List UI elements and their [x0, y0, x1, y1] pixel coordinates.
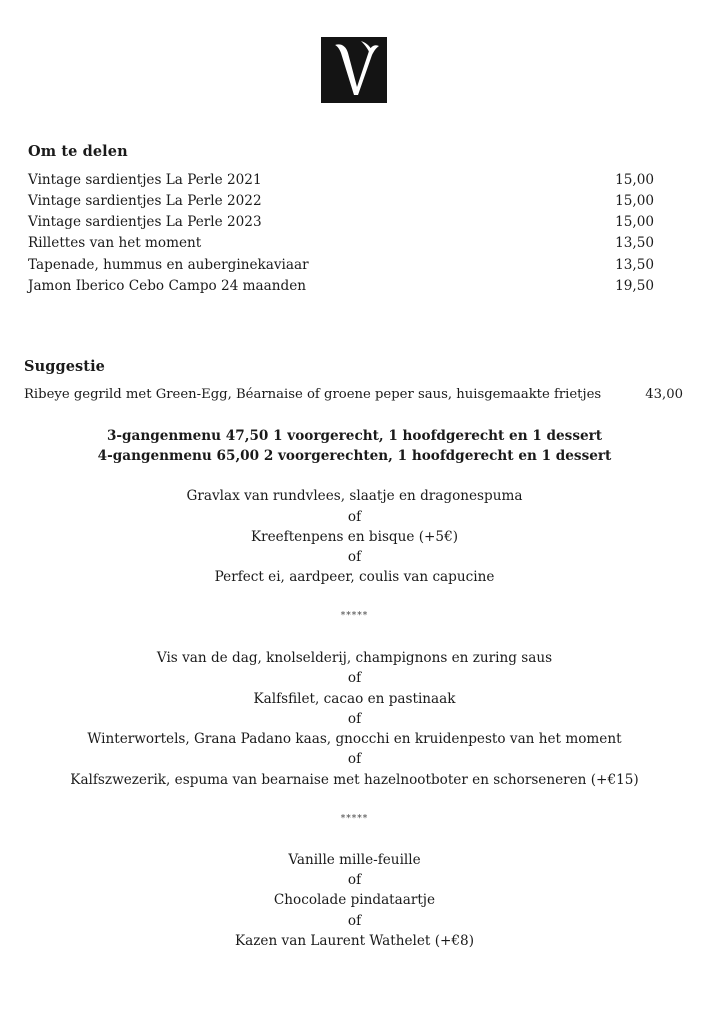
item-price: 13,50: [615, 235, 654, 251]
restaurant-logo: [321, 37, 387, 103]
item-name: Vintage sardientjes La Perle 2023: [28, 214, 262, 230]
main-option: Kalfszwezerik, espuma van bearnaise met hazelnootboter en schorseneren (+€15): [70, 772, 639, 788]
item-price: 15,00: [615, 172, 654, 188]
list-item: [28, 276, 654, 296]
list-item: [28, 212, 654, 232]
course-divider: *****: [340, 611, 369, 621]
dessert-option: Kazen van Laurent Wathelet (+€8): [235, 933, 474, 949]
or-separator: of: [347, 872, 362, 888]
or-separator: of: [347, 670, 362, 686]
item-price: 43,00: [645, 387, 683, 402]
item-name: Tapenade, hummus en auberginekaviaar: [28, 257, 309, 273]
item-name: Vintage sardientjes La Perle 2022: [28, 193, 262, 209]
main-option: Vis van de dag, knolselderij, champignons en zuring saus: [156, 650, 553, 666]
section-title-suggestion: Suggestie: [24, 358, 106, 375]
item-name: Vintage sardientjes La Perle 2021: [28, 172, 262, 188]
starter-option: Kreeftenpens en bisque (+5€): [250, 529, 459, 545]
list-item: [28, 233, 654, 253]
course-divider: *****: [340, 814, 369, 824]
item-price: 15,00: [615, 193, 654, 209]
item-price: 19,50: [615, 278, 654, 294]
main-option: Kalfsfilet, cacao en pastinaak: [253, 691, 456, 707]
or-separator: of: [347, 509, 362, 525]
item-name: Rillettes van het moment: [28, 235, 202, 251]
item-price: 13,50: [615, 257, 654, 273]
or-separator: of: [347, 913, 362, 929]
or-separator: of: [347, 549, 362, 565]
logo-v-icon: [321, 37, 387, 103]
dessert-option: Vanille mille-feuille: [288, 852, 421, 868]
starter-option: Gravlax van rundvlees, slaatje en dragonespuma: [186, 488, 523, 504]
list-item: [28, 191, 654, 211]
section-title-share: Om te delen: [28, 143, 128, 160]
list-item: [28, 170, 654, 190]
suggestion-item: [24, 385, 683, 405]
or-separator: of: [347, 711, 362, 727]
main-option: Winterwortels, Grana Padano kaas, gnocchi en kruidenpesto van het moment: [87, 731, 622, 747]
menu-3-courses: 3-gangenmenu 47,50 1 voorgerecht, 1 hoofdgerecht en 1 dessert: [106, 428, 603, 444]
dessert-option: Chocolade pindataartje: [273, 892, 436, 908]
menu-4-courses: 4-gangenmenu 65,00 2 voorgerechten, 1 hoofdgerecht en 1 dessert: [97, 448, 612, 464]
item-price: 15,00: [615, 214, 654, 230]
item-name: Ribeye gegrild met Green-Egg, Béarnaise of groene peper saus, huisgemaakte frietjes: [24, 387, 602, 402]
starter-option: Perfect ei, aardpeer, coulis van capucine: [214, 569, 495, 585]
or-separator: of: [347, 751, 362, 767]
list-item: [28, 255, 654, 275]
item-name: Jamon Iberico Cebo Campo 24 maanden: [28, 278, 307, 294]
